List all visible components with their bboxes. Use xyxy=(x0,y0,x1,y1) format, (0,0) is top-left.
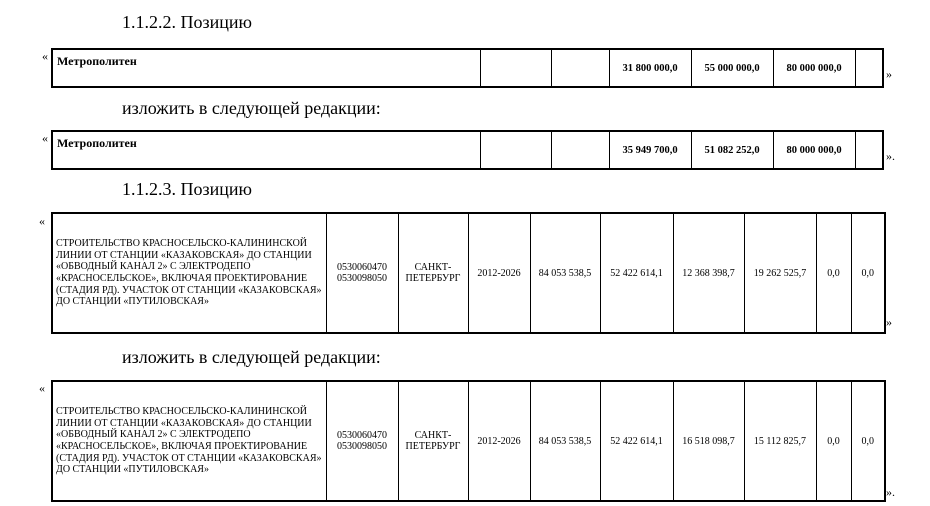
old-line-row-table xyxy=(51,212,886,334)
period-cell: 2012-2026 xyxy=(468,213,530,333)
empty-cell xyxy=(480,131,551,169)
value-cell: 55 000 000,0 xyxy=(691,49,773,87)
empty-cell xyxy=(551,49,609,87)
value-cell: 0,0 xyxy=(851,213,885,333)
city-cell: САНКТ-ПЕТЕРБУРГ xyxy=(398,213,468,333)
value-cell: 0,0 xyxy=(851,381,885,501)
new-metro-row-table xyxy=(51,130,884,170)
open-quote: « xyxy=(39,214,45,228)
value-cell: 19 262 525,7 xyxy=(744,213,816,333)
section-2-heading: 1.1.2.3. Позицию xyxy=(122,179,252,199)
value-cell: 84 053 538,5 xyxy=(530,213,600,333)
open-quote: « xyxy=(42,131,48,145)
value-cell: 0,0 xyxy=(816,381,851,501)
value-cell: 35 949 700,0 xyxy=(609,131,691,169)
value-cell: 0,0 xyxy=(816,213,851,333)
replace-text: изложить в следующей редакции: xyxy=(122,98,381,118)
row-name-cell: Метрополитен xyxy=(52,49,480,87)
value-cell: 84 053 538,5 xyxy=(530,381,600,501)
open-quote: « xyxy=(42,49,48,63)
row-name-cell: СТРОИТЕЛЬСТВО КРАСНОСЕЛЬСКО-КАЛИНИНСКОЙ ЛИНИИ ОТ СТАНЦИИ «КАЗАКОВСКАЯ» ДО СТАНЦИИ «ОБВОДНЫЙ КАНАЛ 2» С ЭЛЕКТРОДЕПО «КРАСНОСЕЛЬСКОЕ», ВКЛЮЧАЯ ПРОЕКТИРОВАНИЕ (СТАДИЯ РД). УЧАСТОК ОТ СТАНЦИИ «КАЗАКОВСКАЯ» ДО СТАНЦИИ «ПУТИЛОВСКАЯ» xyxy=(52,213,326,333)
table-row xyxy=(52,381,885,501)
replace-text: изложить в следующей редакции: xyxy=(122,347,381,367)
value-cell: 80 000 000,0 xyxy=(773,49,855,87)
value-cell: 16 518 098,7 xyxy=(673,381,744,501)
empty-cell xyxy=(551,131,609,169)
close-quote: ». xyxy=(886,149,895,163)
table-row xyxy=(52,213,885,333)
row-name-cell: СТРОИТЕЛЬСТВО КРАСНОСЕЛЬСКО-КАЛИНИНСКОЙ ЛИНИИ ОТ СТАНЦИИ «КАЗАКОВСКАЯ» ДО СТАНЦИИ «ОБВОДНЫЙ КАНАЛ 2» С ЭЛЕКТРОДЕПО «КРАСНОСЕЛЬСКОЕ», ВКЛЮЧАЯ ПРОЕКТИРОВАНИЕ (СТАДИЯ РД). УЧАСТОК ОТ СТАНЦИИ «КАЗАКОВСКАЯ» ДО СТАНЦИИ «ПУТИЛОВСКАЯ» xyxy=(52,381,326,501)
value-cell: 15 112 825,7 xyxy=(744,381,816,501)
open-quote: « xyxy=(39,381,45,395)
period-cell: 2012-2026 xyxy=(468,381,530,501)
value-cell: 52 422 614,1 xyxy=(600,381,673,501)
close-quote: » xyxy=(886,315,892,329)
value-cell: 80 000 000,0 xyxy=(773,131,855,169)
value-cell: 31 800 000,0 xyxy=(609,49,691,87)
code-cell: 0530060470 0530098050 xyxy=(326,213,398,333)
empty-cell xyxy=(480,49,551,87)
code-cell: 0530060470 0530098050 xyxy=(326,381,398,501)
section-1-heading: 1.1.2.2. Позицию xyxy=(122,12,252,32)
value-cell: 51 082 252,0 xyxy=(691,131,773,169)
city-cell: САНКТ-ПЕТЕРБУРГ xyxy=(398,381,468,501)
new-line-row-table xyxy=(51,380,886,502)
value-cell: 12 368 398,7 xyxy=(673,213,744,333)
row-name-cell: Метрополитен xyxy=(52,131,480,169)
close-quote: ». xyxy=(886,485,895,499)
old-metro-row-table xyxy=(51,48,884,88)
close-quote: » xyxy=(886,67,892,81)
table-row xyxy=(52,131,883,169)
table-row xyxy=(52,49,883,87)
value-cell: 52 422 614,1 xyxy=(600,213,673,333)
empty-cell xyxy=(855,131,883,169)
empty-cell xyxy=(855,49,883,87)
